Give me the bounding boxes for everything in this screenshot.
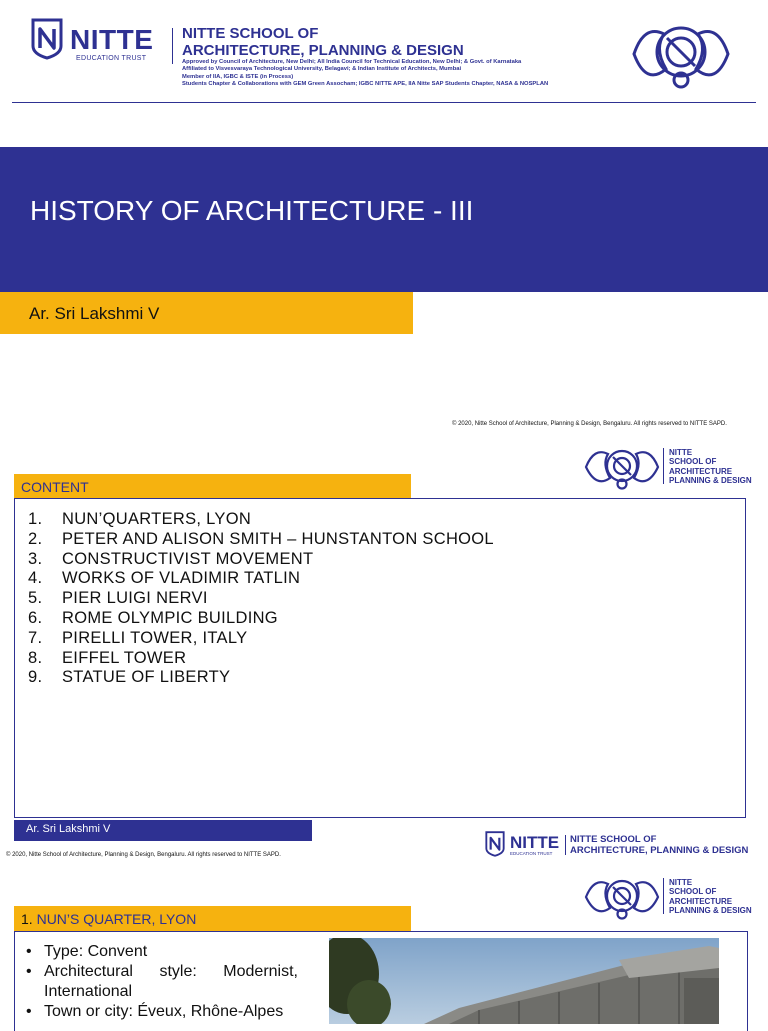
logo-divider [663, 448, 664, 484]
section-heading: 1. NUN’S QUARTER, LYON [21, 911, 197, 927]
list-item: 4. WORKS OF VLADIMIR TATLIN [28, 569, 301, 588]
author-name: Ar. Sri Lakshmi V [29, 304, 160, 323]
list-item: 1. NUN’QUARTERS, LYON [28, 510, 252, 528]
school-logo-text [669, 878, 752, 916]
logo-text-line: SCHOOL OF [669, 887, 717, 897]
list-item: 8. EIFFEL TOWER [28, 648, 187, 667]
sapd-emblem-icon [582, 872, 662, 922]
list-item: 2. PETER AND ALISON SMITH – HUNSTANTON SCHOOL [28, 529, 494, 548]
logo-text-line: PLANNING & DESIGN [669, 906, 752, 916]
logo-text-line: ARCHITECTURE [669, 466, 733, 476]
approval-line: Member of IIA, IGBC & ISTE (in Process) [182, 73, 294, 80]
list-item: 6. ROME OLYMPIC BUILDING [28, 608, 278, 627]
school-name-line2: ARCHITECTURE, PLANNING & DESIGN [182, 42, 464, 59]
sapd-emblem-icon [582, 442, 662, 492]
approvals-text [182, 59, 622, 89]
footer-author: Ar. Sri Lakshmi V [26, 823, 111, 835]
footer-school-line1: NITTE SCHOOL OF [570, 834, 657, 845]
footer-brand-subtitle: EDUCATION TRUST [510, 851, 553, 856]
approval-line: Affiliated to Visvesvaraya Technological University, Belagavi; & Indian Institute of Architects, Mumbai [182, 66, 462, 73]
nitte-n-logo-icon [484, 831, 506, 857]
copyright-text: © 2020, Nitte School of Architecture, Planning & Design, Bengaluru. All rights reserved to NITTE SAPD. [6, 852, 281, 858]
logo-text-line: SCHOOL OF [669, 457, 717, 467]
content-heading: CONTENT [21, 479, 89, 495]
footer-school-line2: ARCHITECTURE, PLANNING & DESIGN [570, 845, 749, 856]
logo-text-line: ARCHITECTURE [669, 896, 733, 906]
copyright-text: © 2020, Nitte School of Architecture, Planning & Design, Bengaluru. All rights reserved to NITTE SAPD. [452, 421, 727, 427]
content-list [28, 510, 494, 688]
footer-brand: NITTE [510, 833, 560, 852]
logo-text-line: NITTE [669, 878, 693, 887]
nitte-n-logo-icon [30, 18, 64, 60]
header-rule [12, 102, 756, 103]
list-item: • Type: Convent [26, 942, 298, 962]
approval-line: Students Chapter & Collaborations with GEM Green Assocham; IGBC NITTE APE, IIA Nitte SAP Students Chapter, NASA & NOSPLAN [182, 81, 549, 88]
logo-text-line: NITTE [669, 448, 693, 457]
approval-line: Approved by Council of Architecture, New Delhi; All India Council for Technical Education, New Delhi; & Govt. of Karnataka [182, 59, 522, 65]
brand-name: NITTE [70, 24, 154, 55]
logo-divider [663, 878, 664, 914]
list-item: 3. CONSTRUCTIVIST MOVEMENT [28, 549, 314, 568]
slide-title: HISTORY OF ARCHITECTURE - III [30, 195, 474, 226]
footer-divider [565, 835, 566, 855]
school-logo-text [669, 448, 752, 486]
list-item: 9. STATUE OF LIBERTY [28, 668, 231, 687]
list-item: • Architectural style: Modernist, International [26, 962, 298, 1002]
list-item: 7. PIRELLI TOWER, ITALY [28, 628, 248, 647]
logo-text-line: PLANNING & DESIGN [669, 476, 752, 486]
brand-subtitle: EDUCATION TRUST [76, 55, 147, 62]
list-item: 5. PIER LUIGI NERVI [28, 589, 208, 608]
school-name-line1: NITTE SCHOOL OF [182, 25, 319, 42]
building-photo [329, 938, 719, 1024]
fact-list [26, 942, 298, 1022]
sapd-emblem-icon [624, 14, 738, 94]
header-divider [172, 28, 173, 64]
list-item: • Town or city: Éveux, Rhône-Alpes [26, 1002, 298, 1022]
